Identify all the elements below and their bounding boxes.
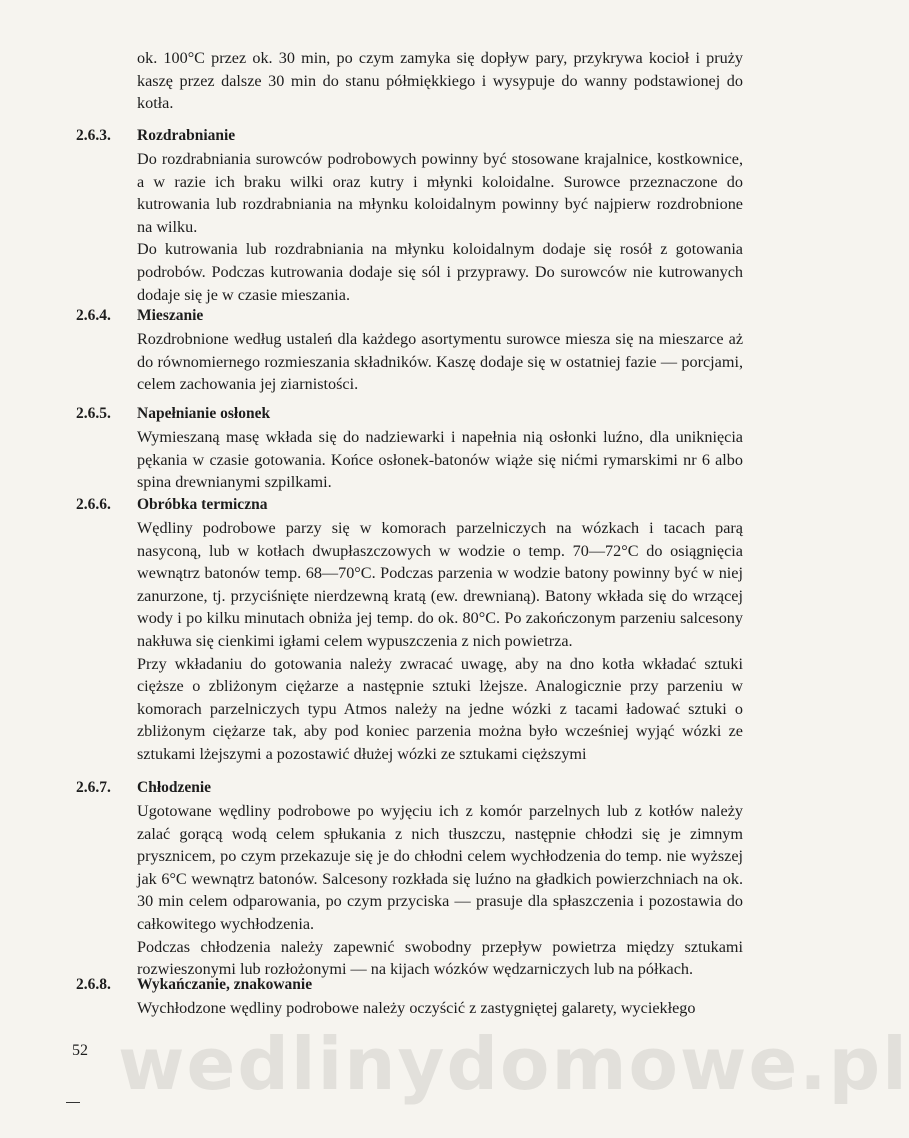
section-number: 2.6.7. — [76, 779, 111, 796]
paragraph: Przy wkładaniu do gotowania należy zwracać uwagę, aby na dno kotła wkładać sztuki cięższe o zbliżonym ciężarze a następnie sztuki lżejsze. Analogicznie przy parzeniu w komorach parzelniczych typu Atmos należy na jedne wózki z tacami ładować sztuki o zbliżonym ciężarze tak, aby pod koniec parzenia można było wcześniej wyjąć wózki ze sztukami lżejszymi a pozostawić dłużej wózki ze sztukami cięższymi — [137, 654, 743, 763]
section-number: 2.6.3. — [76, 127, 111, 144]
section-body — [137, 997, 743, 1020]
paragraph: Ugotowane wędliny podrobowe po wyjęciu ich z komór parzelnych lub z kotłów należy zalać gorącą wodą celem spłukania z nich tłuszczu, następnie chłodzi się je zimnym prysznicem, po czym przekazuje się je do chłodni celem wychłodzenia do temp. nie wyższej jak 6°C wewnątrz batonów. Salcesony rozkłada się luźno na gładkich powierzchniach na ok. 30 min celem odparowania, po czym przyciska — prasuje dla spłaszczenia i pozostawia do całkowitego wychłodzenia. — [137, 802, 743, 933]
section-title: Obróbka termiczna — [137, 496, 268, 513]
section-number: 2.6.6. — [76, 496, 111, 513]
section-chlodzenie — [76, 778, 743, 981]
section-title: Wykańczanie, znakowanie — [137, 976, 313, 993]
section-title: Chłodzenie — [137, 779, 212, 796]
paragraph: Do kutrowania lub rozdrabniania na młynku koloidalnym dodaje się rosół z gotowania podrobów. Podczas kutrowania dodaje się sól i przyprawy. Do surowców nie kutrowanych dodaje się je w czasie mieszania. — [137, 240, 743, 304]
section-body — [137, 517, 743, 766]
section-obrobka-termiczna — [76, 495, 743, 766]
section-body — [137, 800, 743, 981]
section-wykanczanie-znakowanie — [76, 975, 743, 1020]
section-mieszanie — [76, 306, 743, 396]
paragraph: Podczas chłodzenia należy zapewnić swobodny przepływ powietrza między sztukami rozwieszonymi lub rozłożonymi — na kijach wózków wędzarniczych lub na półkach. — [137, 937, 743, 979]
section-body — [137, 426, 743, 494]
section-body — [137, 328, 743, 396]
section-napelnianie-oslonek — [76, 404, 743, 494]
watermark: wedlinydomowe.pl — [118, 1022, 909, 1106]
section-body — [137, 148, 743, 306]
section-title: Mieszanie — [137, 307, 204, 324]
paragraph: Do rozdrabniania surowców podrobowych powinny być stosowane krajalnice, kostkownice, a w razie ich braku wilki oraz kutry i młynki koloidalne. Surowce przeznaczone do kutrowania lub rozdrabniania na młynku koloidalnym powinny być najpierw rozdrobnione na wilku. — [137, 150, 743, 236]
section-number: 2.6.5. — [76, 405, 111, 422]
page-divider — [66, 1102, 80, 1103]
section-title: Rozdrabnianie — [137, 127, 236, 144]
section-title: Napełnianie osłonek — [137, 405, 271, 422]
paragraph: Rozdrobnione według ustaleń dla każdego asortymentu surowce miesza się na mieszarce aż do równomiernego rozmieszania składników. Kaszę dodaje się w ostatniej fazie — porcjami, celem zachowania jej ziarnistości. — [137, 330, 743, 394]
paragraph: Wychłodzone wędliny podrobowe należy oczyścić z zastygniętej galarety, wyciekłego — [137, 999, 696, 1017]
section-number: 2.6.8. — [76, 976, 111, 993]
page-number: 52 — [72, 1042, 88, 1059]
section-rozdrabnianie — [76, 126, 743, 306]
paragraph: Wymieszaną masę wkłada się do nadziewarki i napełnia nią osłonki luźno, dla uniknięcia pękania w czasie gotowania. Końce osłonek-batonów wiąże się nićmi rymarskimi nr 6 albo spina drewnianymi szpilkami. — [137, 428, 743, 492]
paragraph: Wędliny podrobowe parzy się w komorach parzelniczych na wózkach i tacach parą nasyconą, lub w kotłach dwupłaszczowych w wodzie o temp. 70—72°C do osiągnięcia wewnątrz batonów temp. 68—70°C. Podczas parzenia w wodzie batony powinny być w niej zanurzone, tj. przyciśnięte nierdzewną kratą (ew. drewnianą). Batony wkłada się do wrzącej wody i po kilku minutach obniża jej temp. do ok. 80°C. Po zakończonym parzeniu salcesony nakłuwa się cienkimi igłami celem wypuszczenia z nich powietrza. — [137, 519, 743, 650]
intro-paragraph: ok. 100°C przez ok. 30 min, po czym zamyka się dopływ pary, przykrywa kocioł i prużу kaszę przez dalsze 30 min do stanu półmiękkiego i wysypuje do wanny podstawionej do kotła. — [137, 49, 743, 113]
section-number: 2.6.4. — [76, 307, 111, 324]
